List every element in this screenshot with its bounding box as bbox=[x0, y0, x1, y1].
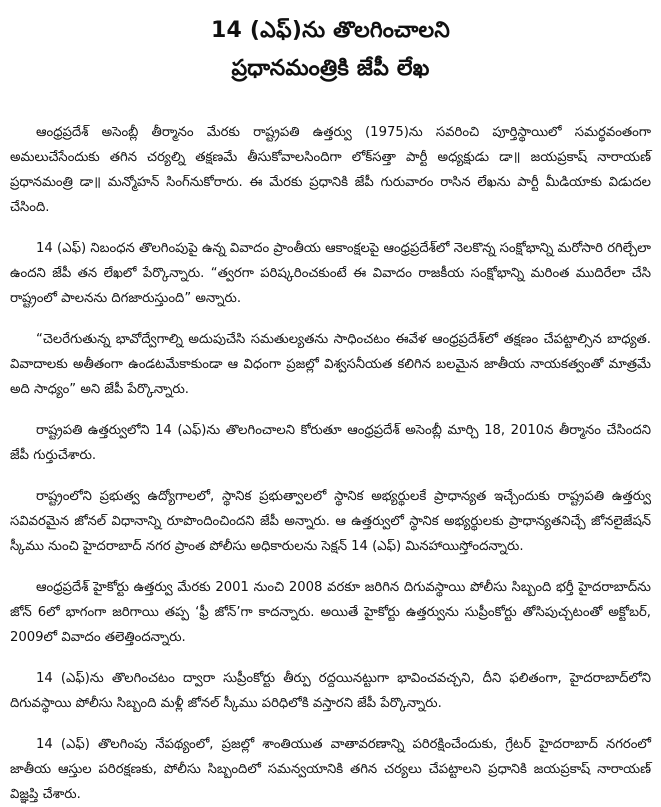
paragraph-2: 14 (ఎఫ్) నిబంధన తొలగింపుపై ఉన్న వివాదం ప్రాంతీయ ఆకాంక్షలపై ఆంధ్రప్రదేశ్‌లో నెలకొన్న సంక్షోభాన్ని మరోసారి రగిల్చేలా ఉందని జేపీ తన లేఖలో పేర్కొన్నారు. “త్వరగా పరిష్కరించకుంటే ఈ వివాదం రాజకీయ సంక్షోభాన్ని మరింత ముదిరేలా చేసి రాష్ట్రంలో పాలనను దిగజారుస్తుంది” అన్నారు. bbox=[10, 241, 651, 306]
paragraph-5: రాష్ట్రంలోని ప్రభుత్వ ఉద్యోగాలలో, స్థానిక ప్రభుత్వాలలో స్థానిక అభ్యర్థులకే ప్రాధాన్యత ఇచ్చేందుకు రాష్ట్రపతి ఉత్తర్వు సవివరమైన జోనల్ విధానాన్ని రూపొందించిందని జేపీ అన్నారు. ఆ ఉత్తర్వులో స్థానిక అభ్యర్థులకు ప్రాధాన్యతనిచ్చే జోనలైజేషన్ స్కీము నుంచి హైదరాబాద్ నగర ప్రాంత పోలీసు అధికారులను సెక్షన్ 14 (ఎఫ్) మినహాయిస్తోందన్నారు. bbox=[10, 489, 651, 554]
paragraph-6: ఆంధ్రప్రదేశ్ హైకోర్టు ఉత్తర్వు మేరకు 2001 నుంచి 2008 వరకూ జరిగిన దిగువస్థాయి పోలీసు సిబ్బంది భర్తీ హైదరాబాద్‌ను జోన్ 6లో భాగంగా జరిగాయి తప్ప ‘ఫ్రీ జోన్’గా కాదన్నారు. అయితే హైకోర్టు ఉత్తర్వును సుప్రీంకోర్టు తోసిపుచ్చటంతో అక్టోబర్, 2009లో వివాదం తలెత్తిందన్నారు. bbox=[10, 580, 651, 645]
article-title bbox=[10, 12, 651, 88]
article-body bbox=[10, 120, 651, 807]
article-title-line-2: ప్రధానమంత్రికి జేపీ లేఖ bbox=[231, 56, 430, 81]
article-title-line-1: 14 (ఎఫ్)ను తొలగించాలని bbox=[211, 18, 450, 43]
paragraph-4: రాష్ట్రపతి ఉత్తర్వులోని 14 (ఎఫ్)ను తొలగించాలని కోరుతూ ఆంధ్రప్రదేశ్ అసెంబ్లీ మార్చి 18, 2010న తీర్మానం చేసిందని జేపీ గుర్తుచేశారు. bbox=[10, 423, 651, 463]
paragraph-7: 14 (ఎఫ్)ను తొలగించటం ద్వారా సుప్రీంకోర్టు తీర్పు రద్దయినట్టుగా భావించవచ్చని, దీని ఫలితంగా, హైదరాబాద్‌లోని దిగువస్థాయి పోలీసు సిబ్బంది మళ్లీ జోనల్ స్కీము పరిధిలోకి వస్తారని జేపీ పేర్కొన్నారు. bbox=[10, 671, 651, 711]
paragraph-1: ఆంధ్రప్రదేశ్ అసెంబ్లీ తీర్మానం మేరకు రాష్ట్రపతి ఉత్తర్వు (1975)ను సవరించి పూర్తిస్థాయిలో సమర్థవంతంగా అమలుచేసేందుకు తగిన చర్యల్ని తక్షణమే తీసుకోవాలసిందిగా లోక్‌సత్తా పార్టీ అధ్యక్షుడు డా॥ జయప్రకాష్ నారాయణ్ ప్రధానమంత్రి డా॥ మన్మోహన్ సింగ్‌నుకోరారు. ఈ మేరకు ప్రధానికి జేపీ గురువారం రాసిన లేఖను పార్టీ మీడియాకు విడుదల చేసింది. bbox=[10, 125, 651, 215]
paragraph-8: 14 (ఎఫ్) తొలగింపు నేపథ్యంలో, ప్రజల్లో శాంతియుత వాతావరణాన్ని పరిరక్షించేందుకు, గ్రేటర్ హైదరాబాద్ నగరంలో జాతీయ ఆస్తుల పరిరక్షణకు, పోలీసు సిబ్బందిలో సమన్వయానికి తగిన చర్యలు చేపట్టాలని ప్రధానికి జయప్రకాష్ నారాయణ్ విజ్ఞప్తి చేశారు. bbox=[10, 737, 651, 802]
paragraph-3: “చెలరేగుతున్న భావోద్వేగాల్ని అదుపుచేసి సమతుల్యతను సాధించటం ఈవేళ ఆంధ్రప్రదేశ్‌లో తక్షణం చేపట్టాల్సిన బాధ్యత. వివాదాలకు అతీతంగా ఉండటమేకాకుండా ఆ విధంగా ప్రజల్లో విశ్వసనీయత కలిగిన బలమైన జాతీయ నాయకత్వంతో మాత్రమే అది సాధ్యం” అని జేపీ పేర్కొన్నారు. bbox=[10, 332, 651, 397]
